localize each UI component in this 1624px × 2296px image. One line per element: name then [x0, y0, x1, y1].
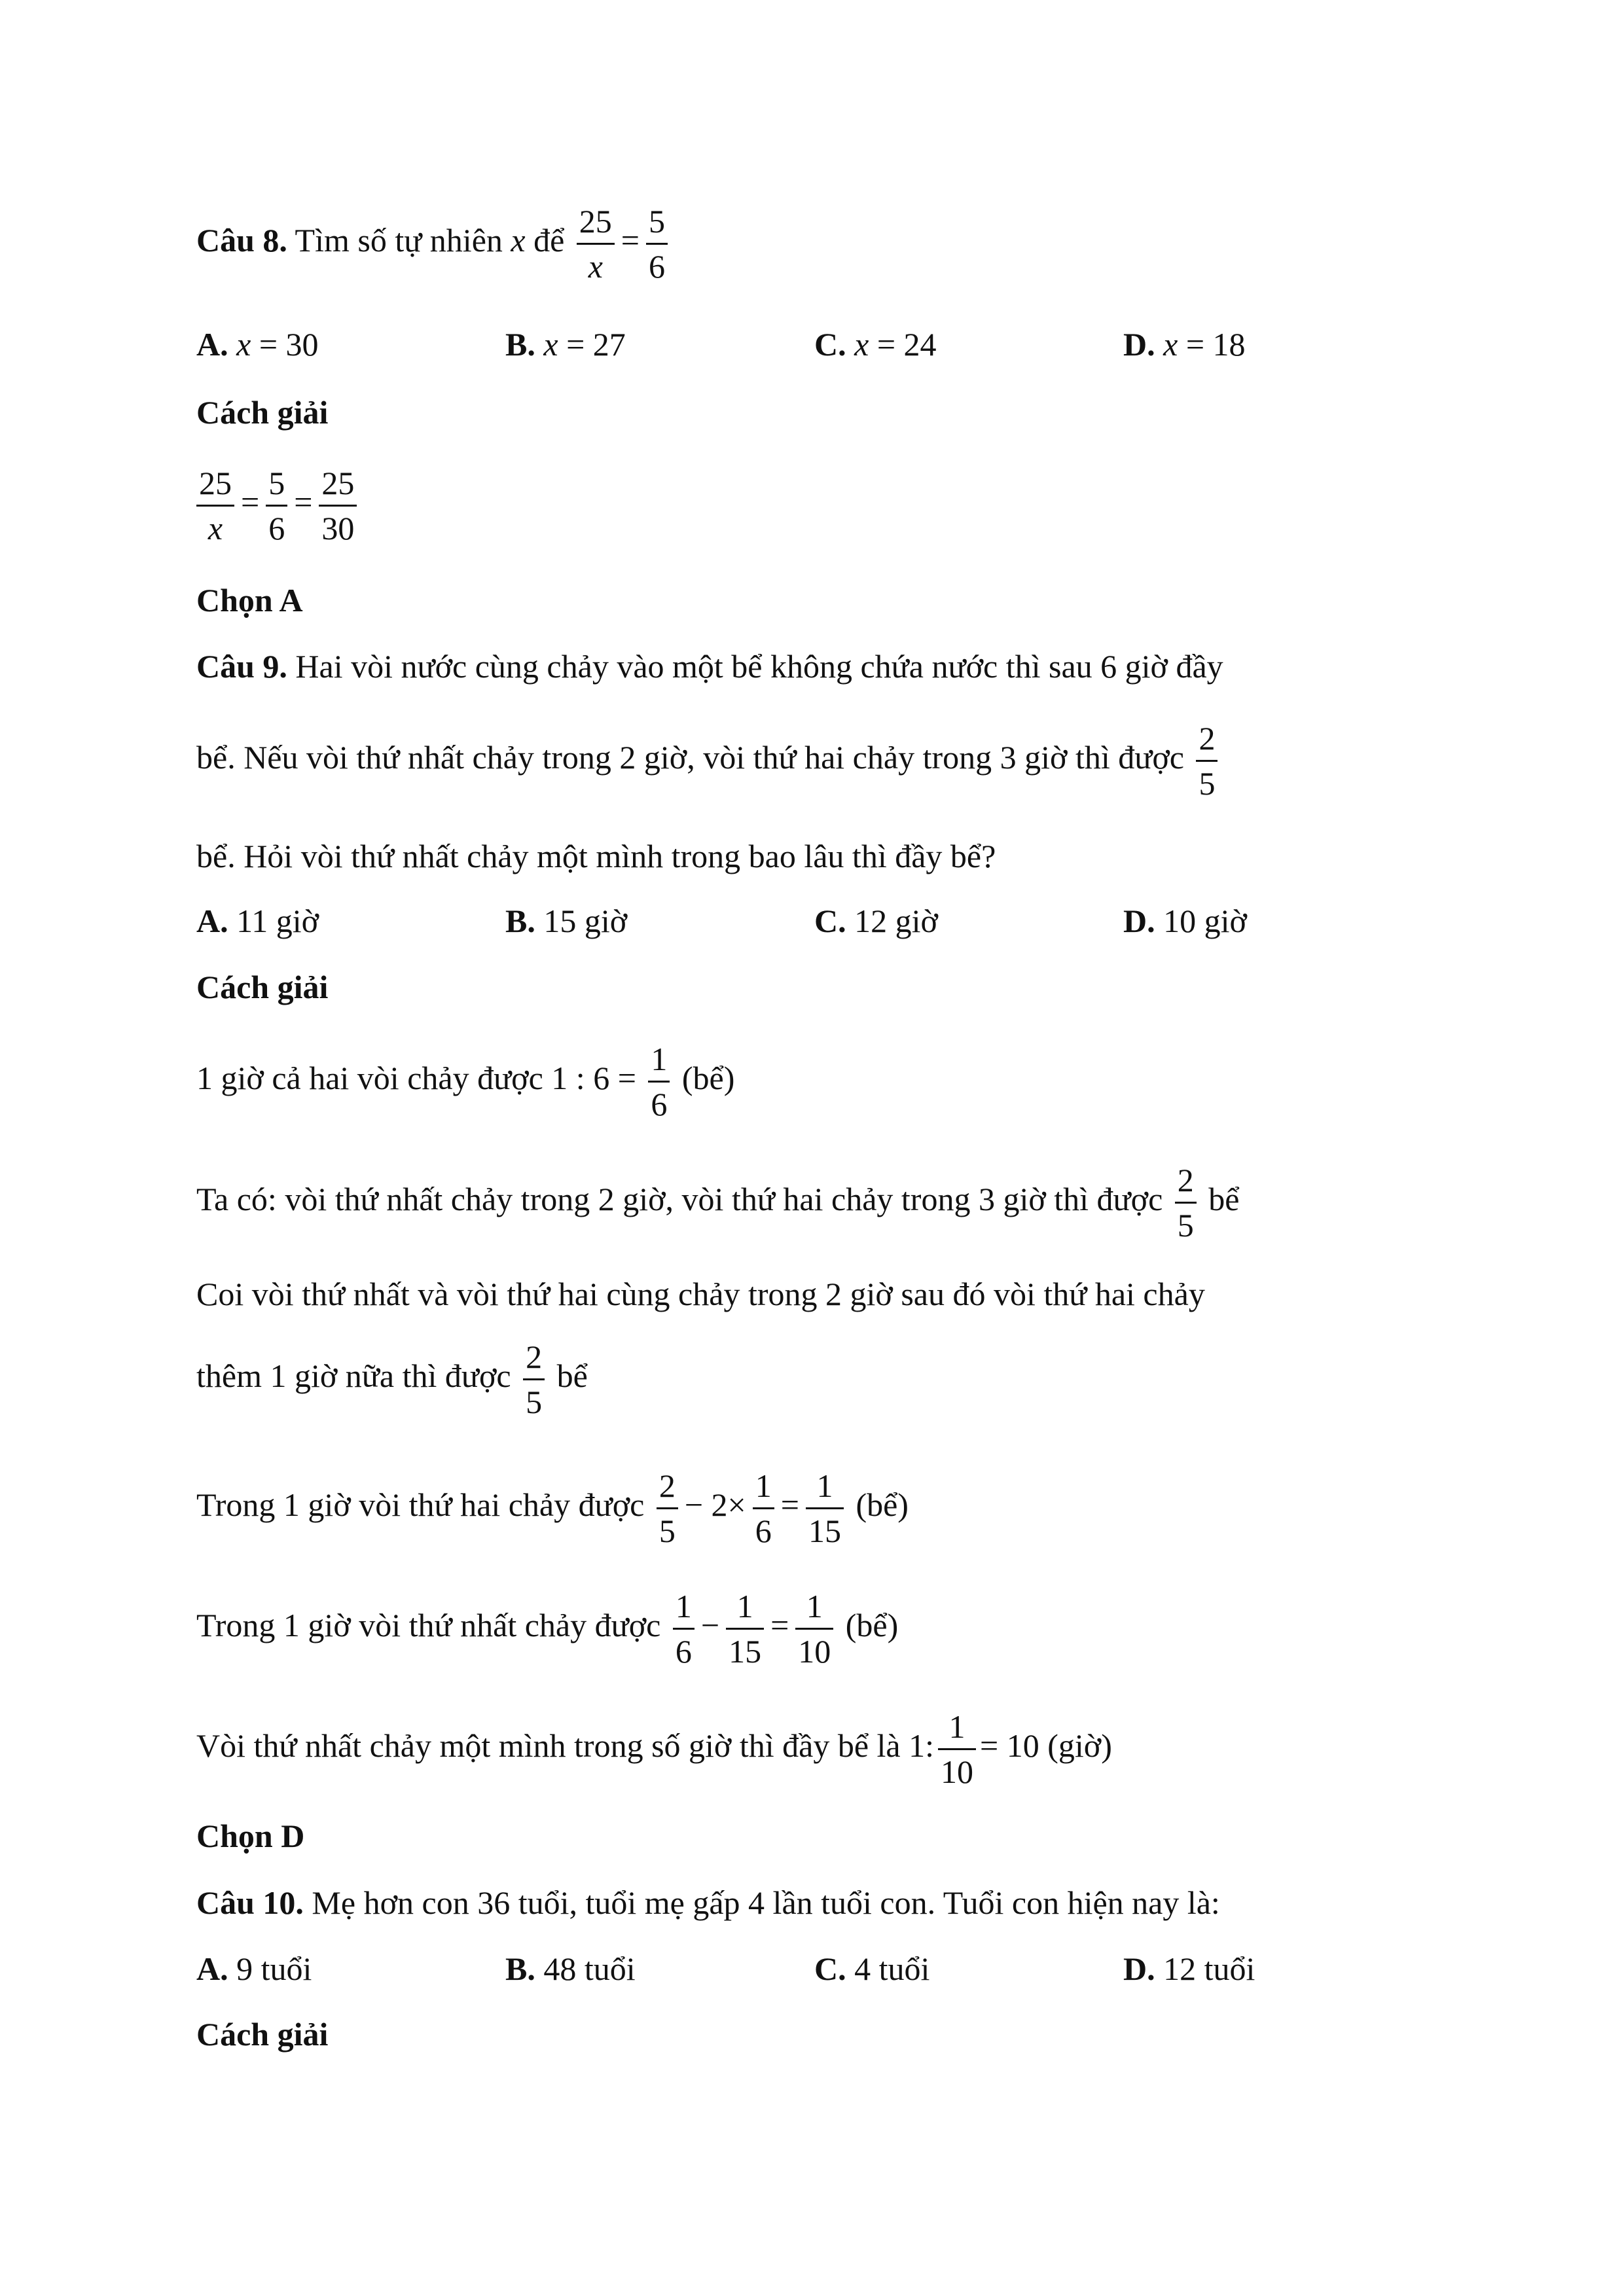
q10-option-a: A. 9 tuổi — [196, 1950, 312, 1987]
q8-solution-heading: Cách giải — [196, 394, 329, 431]
q10-option-d: D. 12 tuổi — [1123, 1950, 1255, 1987]
q9-option-b: B. 15 giờ — [505, 903, 628, 939]
q8-question: Câu 8. Tìm số tự nhiên x để $\frac{25}{x}$ = $\frac{5}{6}$ — [196, 200, 672, 288]
q9-label: Câu 9. — [196, 648, 287, 685]
q8-label: Câu 8. — [196, 221, 287, 259]
q8-fraction-left: $\frac{25}{x}$ — [577, 200, 615, 288]
q9-solution-step4: Trong 1 giờ vòi thứ hai chảy được $\frac{2}{5}$ − 2× $\frac{1}{6}$ = $\frac{1}{15}$ (bể) — [196, 1464, 909, 1552]
q9-solution-step1: 1 giờ cả hai vòi chảy được 1 : 6 = $\frac{1}{6}$ (bể) — [196, 1037, 734, 1126]
q10-question: Câu 10. Mẹ hơn con 36 tuổi, tuổi mẹ gấp 4 lần tuổi con. Tuổi con hiện nay là: — [196, 1884, 1220, 1921]
q8-option-a: A. x = 30 — [196, 326, 319, 363]
q9-option-d: D. 10 giờ — [1123, 903, 1247, 939]
q9-solution-step6: Vòi thứ nhất chảy một mình trong số giờ thì đầy bể là 1: $\frac{1}{10}$ = 10 (giờ) — [196, 1705, 1112, 1793]
q8-text2: để — [533, 221, 565, 259]
q9-question-line1: Câu 9. Hai vòi nước cùng chảy vào một bể không chứa nước thì sau 6 giờ đầy — [196, 648, 1223, 685]
q8-var: x — [511, 221, 526, 259]
q9-question-line2: bể. Nếu vòi thứ nhất chảy trong 2 giờ, vòi thứ hai chảy trong 3 giờ thì được $\frac{2}{5}$ — [196, 717, 1221, 805]
q8-option-c: C. x = 24 — [814, 326, 937, 363]
q9-solution-step2: Ta có: vòi thứ nhất chảy trong 2 giờ, vòi thứ hai chảy trong 3 giờ thì được $\frac{2}{5}$ bể — [196, 1158, 1240, 1247]
q9-fraction: $\frac{2}{5}$ — [1196, 717, 1218, 805]
q8-fraction-right: $\frac{5}{6}$ — [646, 200, 668, 288]
q10-label: Câu 10. — [196, 1884, 304, 1921]
q9-option-a: A. 11 giờ — [196, 903, 319, 939]
q10-option-b: B. 48 tuổi — [505, 1950, 636, 1987]
q9-option-c: C. 12 giờ — [814, 903, 938, 939]
q8-option-b: B. x = 27 — [505, 326, 626, 363]
q8-solution-equation: $\frac{25}{x}$ = $\frac{5}{6}$ = $\frac{25}{30}$ — [196, 461, 361, 550]
q8-text: Tìm số tự nhiên — [295, 221, 503, 259]
q9-solution-step3-line2: thêm 1 giờ nữa thì được $\frac{2}{5}$ bể — [196, 1335, 588, 1424]
q9-solution-heading: Cách giải — [196, 969, 329, 1005]
q9-solution-step5: Trong 1 giờ vòi thứ nhất chảy được $\frac{1}{6}$ − $\frac{1}{15}$ = $\frac{1}{10}$ (bể) — [196, 1585, 898, 1673]
q9-solution-step3-line1: Coi vòi thứ nhất và vòi thứ hai cùng chảy trong 2 giờ sau đó vòi thứ hai chảy — [196, 1276, 1205, 1312]
q8-option-d: D. x = 18 — [1123, 326, 1246, 363]
q9-question-line3: bể. Hỏi vòi thứ nhất chảy một mình trong bao lâu thì đầy bể? — [196, 838, 996, 874]
q9-answer: Chọn D — [196, 1818, 305, 1854]
q10-solution-heading: Cách giải — [196, 2016, 329, 2053]
q10-option-c: C. 4 tuổi — [814, 1950, 930, 1987]
q8-answer: Chọn A — [196, 582, 303, 619]
